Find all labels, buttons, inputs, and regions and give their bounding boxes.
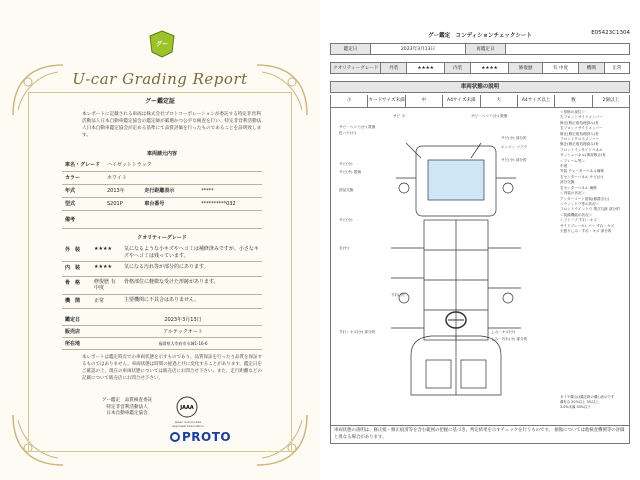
damage-note-8: サビ(小) [339,218,353,222]
condition-check-sheet [320,0,640,480]
damage-note-11: エンジン マフラ [501,145,528,149]
damage-note-1: サビ・ヘコミ(小) 数個 [339,125,376,129]
frame-and-equipment-notes: ＜骨格の部位＞ 左フロントサイドメンバー 修正(修正痕処理済み)有 右フロントサイドメンバー 修正(修正痕処理済み)有 フロントクロスメンバー 修正(修正痕処理済み)有 フロントインサイドパネル ダッシュパネル(事故修正)有 ＜フレーム等＞ 中度 外装 クォーターパネル補修 右センターパネル サビ(小) 部分交換 右センターパネル 補修 ＜内装の状況＞ アンダーコート塗装(修繕含む) ＜ウィンドウ等の状況＞ フロントウインドウ 飛び石跡 部分的 ＜装備機能の状況＞ シフトノブ すれ・キズ サイドブレーキレバー すれ・キズ 天張りしみ・すれ・キズ 部分的 [560,110,620,233]
table-row: 備考 [62,210,262,228]
damage-note-4: サビ・ヘコミ(小) 数個 [471,114,508,118]
certificate-title: U-car Grading Report [72,70,248,88]
svg-text:JAAA: JAAA [180,405,194,411]
dealer-row: 販売店 アルテックオート [62,326,262,338]
quality-grade-row: クオリティーグレード 外装 ★★★★ 内装 ★★★★ 修復歴 有 中度 機関 正常 [330,62,630,74]
proto-logo: PROTO [170,430,231,444]
damage-note-9: 毛(小) [339,246,349,250]
steering-wheel-icon [444,310,468,330]
table-row: 年式 2013年 走行距離表示 ***** [62,184,262,197]
proto-icon [170,432,180,442]
tire-note: タイヤ溝山は鑑定時の溝山表示です 溝有山 20%以上 5%以上 3.0%未満 50%以下 [560,395,615,409]
quality-row-interior: 内 装 ★★★★ 気になる汚れ等が部分的にあります。 [62,264,262,277]
vehicle-info-table [62,158,262,229]
appraisal-date-row: 鑑定日 2023年3月13日 [62,314,262,326]
certificate-subtitle: グー鑑定証 [144,98,175,105]
appraisal-dates-row: 鑑定日 2023年3月13日 再鑑定日 [330,43,630,55]
damage-note-16: しみ・汚れ(小) 部分的 [491,337,528,341]
vehicle-section-title: 車両請元内容 [146,151,177,157]
quality-row-exterior: 外 装 ★★★★ 気になるような小キズやヘコミは補修済みですが、小さなキズやヘコミは残っています。 [62,246,262,262]
table-row: 車名・グレード ハイゼットトラック [62,158,262,171]
table-row: カラー ホワイト [62,171,262,184]
quality-row-frame: 骨 格 修復歴 有 中度 骨格部位に軽微な受けた形跡があります。 [62,279,262,295]
jaaa-caption: Japan Automobile Appraisal Association [171,420,205,428]
jaaa-seal-icon [176,396,198,418]
damage-size-legend: 小 カードサイズ未満 中 A4サイズ未満 大 A4サイズ以上 数 2個以上 [330,95,630,108]
goo-kantei-logo-icon [148,30,176,58]
damage-note-13: すれ・キズ(小) 部分的 [339,330,376,334]
issuer: グー鑑定 品質検査委託 特定非営利活動法人 日本自動車鑑定協会 [101,398,153,416]
damage-note-6: サビ(中) 数個 [339,170,361,174]
quality-grade-title: クオリティーグレード [137,235,187,241]
damage-note-5: サビ(小) [339,162,353,166]
damage-note-3: サビ 小 [393,114,405,118]
damage-note-10: サビ(小) 部分的 [501,136,527,140]
damage-note-7: 部品交換 [339,188,354,192]
address-row: 所在地 福岡県太宰府市水城1-16-6 [62,338,262,350]
vehicle-state-title: 車両状態の説明 [330,81,630,93]
damage-note-15: しみ・キズ(小) [491,330,516,334]
table-row: 型式 S201P 車台番号 **********032 [62,197,262,210]
damage-note-14: すれ(小) [391,293,405,297]
quality-row-engine: 機 関 正常 主要機関に不具合はありません。 [62,297,262,309]
certificate-notes: 本レポートは鑑定時点での車両状態を示すものであり、品質保証を行ったり品質を保証するものではありません。車両状態は時間の経過と共に変化することがあります。鑑定日をご確認の上、現在の車両状態については販売店にお問合せ下さい。また、走行距離などの記載について販売店にお問合せ下さい。 [82,355,262,381]
document-id: E05423C1304 [591,30,630,36]
certificate-intro: 本レポートに記載される車両は株式会社プロトコーポレーションが委託する特定非営利活動法人日本自動車鑑定協会の鑑定師が厳選かつ公平な検査を行い、特定非営利活動法人日本自動車鑑定協会が定める基準にて品質評価を行ったものであることを証明致します。 [82,112,262,138]
damage-note-12: サビ(小) 部分的 [501,158,527,162]
svg-text:グー: グー [155,41,169,48]
sheet-footer-note: 車両状態の説明は、修正痕・修正痕済等を含む範囲の把握に基づき、判定結果を示すチェックを行うものです。 損傷については他検査機関等の評価と異なる場合があります。 [330,426,630,444]
sheet-title: グー鑑定 コンディションチェックシート [428,33,532,39]
damage-note-2: 色ハゲ(小) [339,131,357,135]
